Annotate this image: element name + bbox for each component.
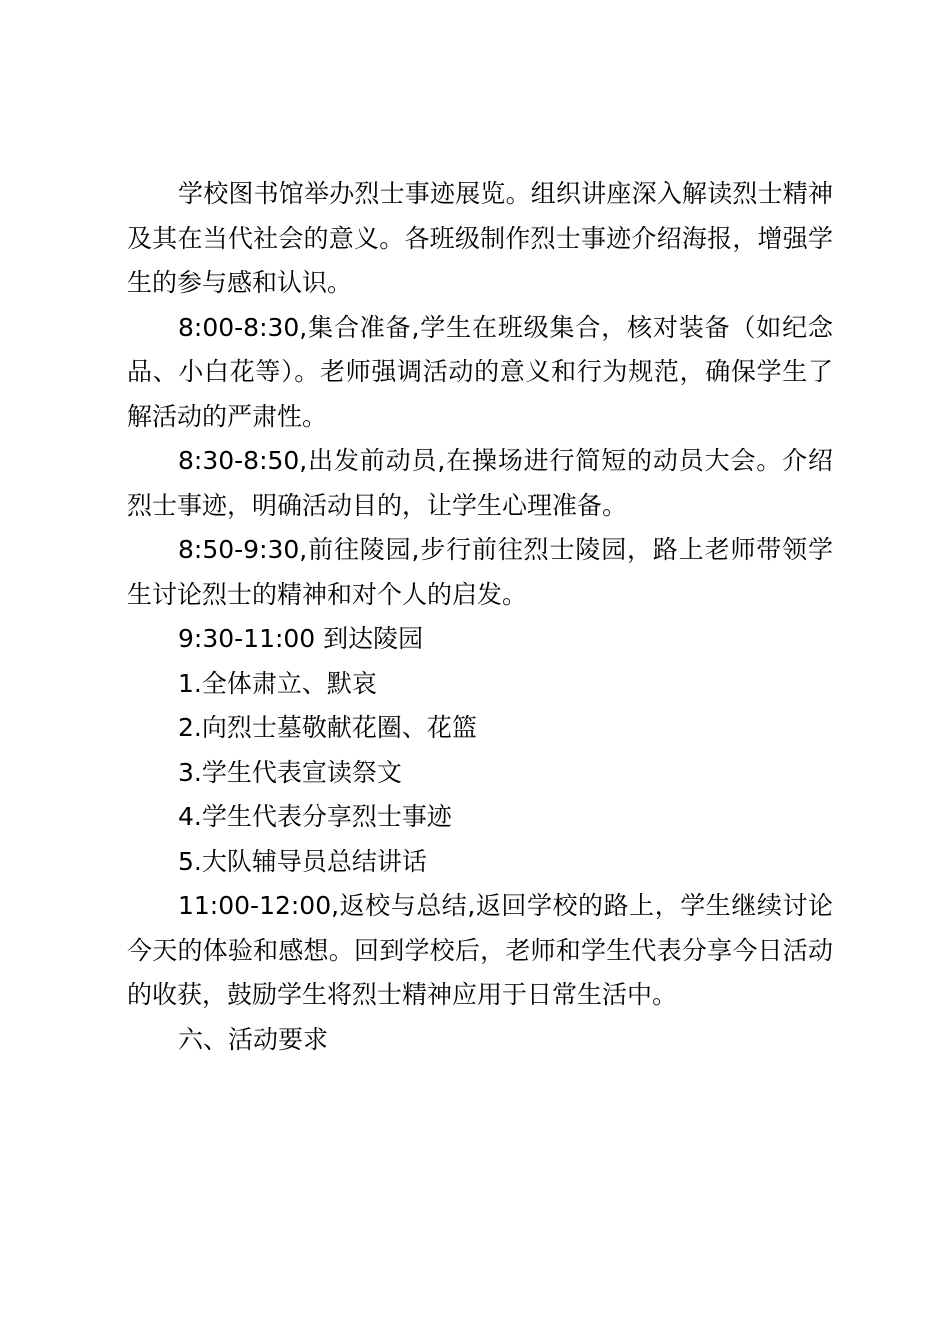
paragraph-assembly: 8:00-8:30,集合准备,学生在班级集合，核对装备（如纪念品、小白花等）。老师强调活动的意义和行为规范，确保学生了解活动的严肃性。: [127, 312, 833, 431]
paragraph-return: 11:00-12:00,返校与总结,返回学校的路上，学生继续讨论今天的体验和感想。回到学校后，老师和学生代表分享今日活动的收获，鼓励学生将烈士精神应用于日常生活中。: [127, 891, 833, 1009]
paragraph-departure: 8:50-9:30,前往陵园,步行前往烈士陵园，路上老师带领学生讨论烈士的精神和对个人的启发。: [127, 535, 833, 609]
list-item-silence: 1.全体肃立、默哀: [178, 668, 377, 698]
list-item-summary-speech: 5.大队辅导员总结讲话: [178, 846, 427, 876]
list-item-wreath: 2.向烈士墓敬献花圈、花篮: [178, 713, 477, 742]
document-body: [127, 172, 833, 1062]
paragraph-arrival: 9:30-11:00 到达陵园: [178, 624, 424, 653]
section-heading-requirements: 六、活动要求: [178, 1024, 329, 1054]
paragraph-exhibition: 学校图书馆举办烈士事迹展览。组织讲座深入解读烈士精神及其在当代社会的意义。各班级制作烈士事迹介绍海报，增强学生的参与感和认识。: [127, 179, 833, 297]
paragraph-mobilization: 8:30-8:50,出发前动员,在操场进行简短的动员大会。介绍烈士事迹，明确活动目的，让学生心理准备。: [127, 446, 833, 520]
list-item-share-deeds: 4.学生代表分享烈士事迹: [178, 802, 452, 831]
list-item-eulogy: 3.学生代表宣读祭文: [178, 757, 402, 787]
